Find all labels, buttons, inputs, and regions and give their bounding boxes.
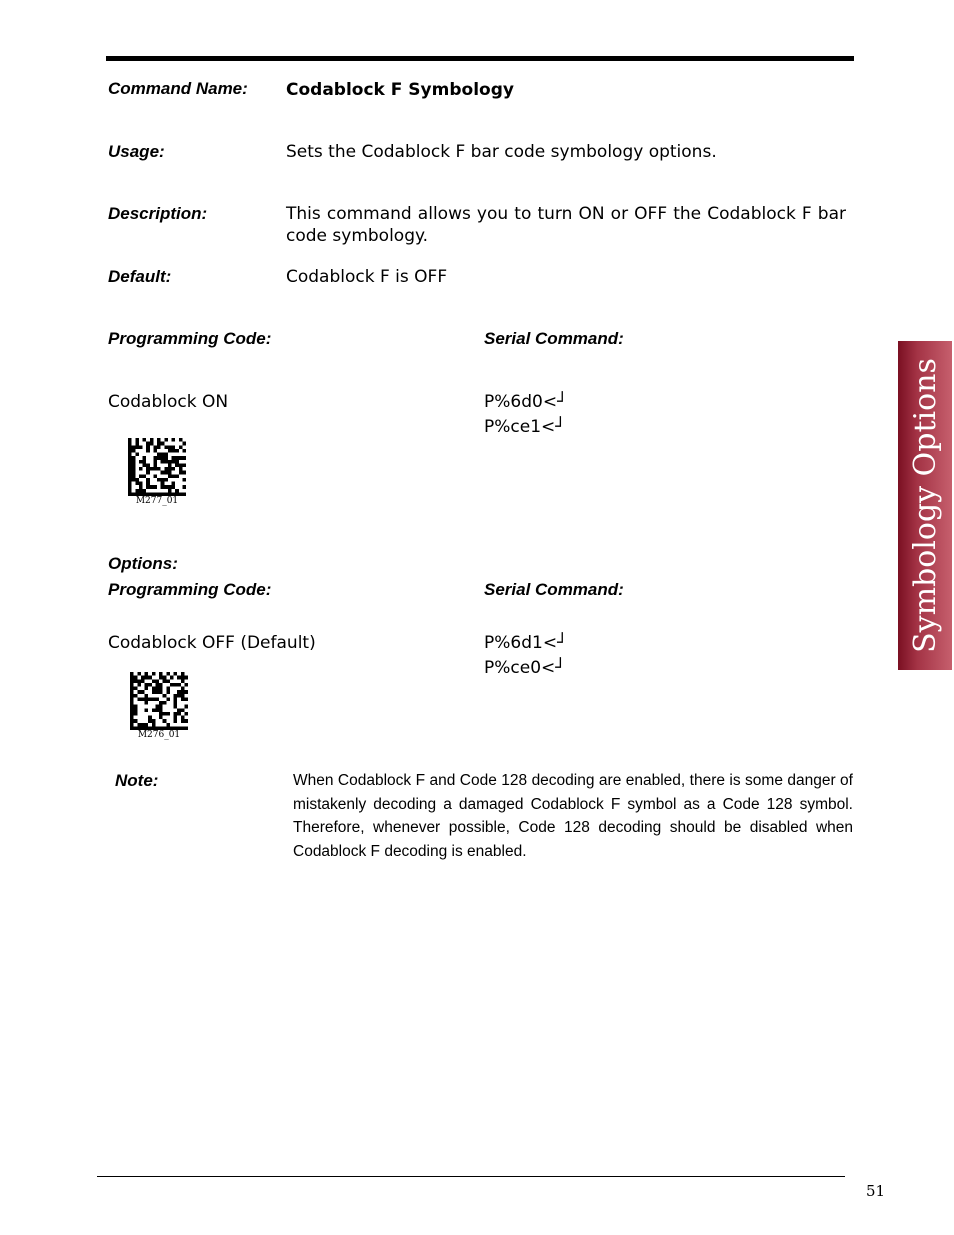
datamatrix-module bbox=[164, 478, 168, 482]
datamatrix-module bbox=[157, 453, 161, 457]
datamatrix-module bbox=[130, 687, 134, 691]
datamatrix-module bbox=[163, 676, 167, 680]
datamatrix-module bbox=[161, 442, 165, 446]
datamatrix-module bbox=[134, 676, 138, 680]
datamatrix-module bbox=[163, 712, 167, 716]
datamatrix-module bbox=[159, 672, 163, 676]
datamatrix-module bbox=[174, 701, 178, 705]
datamatrix-module bbox=[172, 438, 176, 442]
datamatrix-module bbox=[174, 712, 178, 716]
datamatrix-module bbox=[128, 489, 132, 493]
usage-label: Usage: bbox=[108, 142, 165, 161]
datamatrix-module bbox=[146, 467, 150, 471]
datamatrix-module bbox=[132, 492, 136, 496]
datamatrix-module bbox=[181, 672, 185, 676]
datamatrix-module bbox=[157, 438, 161, 442]
datamatrix-module bbox=[146, 445, 150, 449]
datamatrix-module bbox=[170, 683, 174, 687]
datamatrix-module bbox=[134, 726, 138, 730]
datamatrix-module bbox=[182, 463, 186, 467]
datamatrix-module bbox=[164, 445, 168, 449]
side-tab-text: Symbology Options bbox=[907, 358, 943, 653]
datamatrix-module bbox=[153, 467, 157, 471]
datamatrix-module bbox=[182, 449, 186, 453]
datamatrix-module bbox=[179, 492, 183, 496]
datamatrix-module bbox=[128, 445, 132, 449]
top-rule bbox=[106, 56, 854, 61]
datamatrix-module bbox=[137, 672, 141, 676]
datamatrix-module bbox=[146, 471, 150, 475]
datamatrix-module bbox=[139, 460, 143, 464]
datamatrix-module bbox=[130, 705, 134, 709]
datamatrix-module bbox=[132, 474, 136, 478]
datamatrix-module bbox=[168, 474, 172, 478]
datamatrix-module bbox=[128, 453, 132, 457]
datamatrix-module bbox=[148, 716, 152, 720]
datamatrix-module bbox=[153, 445, 157, 449]
datamatrix-module bbox=[128, 438, 132, 442]
datamatrix-module bbox=[150, 438, 154, 442]
datamatrix-module bbox=[143, 438, 147, 442]
datamatrix-module bbox=[143, 456, 147, 460]
datamatrix-module bbox=[145, 683, 149, 687]
datamatrix-module bbox=[161, 453, 165, 457]
datamatrix-module bbox=[141, 723, 145, 727]
datamatrix-module bbox=[164, 453, 168, 457]
datamatrix-module bbox=[134, 705, 138, 709]
datamatrix-module bbox=[184, 676, 188, 680]
datamatrix-module bbox=[166, 697, 170, 701]
datamatrix-module bbox=[137, 683, 141, 687]
datamatrix-module bbox=[132, 467, 136, 471]
datamatrix-module bbox=[175, 456, 179, 460]
datamatrix-module bbox=[128, 456, 132, 460]
datamatrix-module bbox=[182, 442, 186, 446]
command-name-label: Command Name: bbox=[108, 79, 248, 98]
datamatrix-module bbox=[153, 460, 157, 464]
serial-command-label: Serial Command: bbox=[484, 329, 624, 348]
datamatrix-module bbox=[148, 676, 152, 680]
datamatrix-module bbox=[130, 716, 134, 720]
datamatrix-module bbox=[153, 485, 157, 489]
datamatrix-module bbox=[181, 679, 185, 683]
datamatrix-module bbox=[145, 672, 149, 676]
datamatrix-module bbox=[130, 679, 134, 683]
datamatrix-module bbox=[159, 701, 163, 705]
datamatrix-module bbox=[157, 445, 161, 449]
datamatrix-module bbox=[184, 719, 188, 723]
datamatrix-module bbox=[146, 482, 150, 486]
datamatrix-module bbox=[164, 438, 168, 442]
serial-command-off-line-1: P%6d1<┘ bbox=[484, 633, 568, 653]
datamatrix-module bbox=[130, 694, 134, 698]
datamatrix-module bbox=[135, 453, 139, 457]
datamatrix-module bbox=[135, 445, 139, 449]
description-value: This command allows you to turn ON or OFF the Codablock F bar code symbology. bbox=[286, 204, 846, 246]
datamatrix-module bbox=[172, 449, 176, 453]
datamatrix-module bbox=[172, 460, 176, 464]
section-side-tab bbox=[898, 341, 952, 670]
datamatrix-module bbox=[152, 697, 156, 701]
datamatrix-module bbox=[143, 460, 147, 464]
datamatrix-module bbox=[155, 705, 159, 709]
datamatrix-module bbox=[130, 712, 134, 716]
datamatrix-module bbox=[153, 449, 157, 453]
datamatrix-module bbox=[155, 708, 159, 712]
datamatrix-module bbox=[157, 456, 161, 460]
datamatrix-module bbox=[132, 471, 136, 475]
datamatrix-module bbox=[164, 485, 168, 489]
datamatrix-module bbox=[130, 723, 134, 727]
datamatrix-module bbox=[132, 449, 136, 453]
datamatrix-module bbox=[134, 708, 138, 712]
datamatrix-module bbox=[145, 676, 149, 680]
datamatrix-module bbox=[179, 467, 183, 471]
datamatrix-module bbox=[128, 449, 132, 453]
datamatrix-module bbox=[161, 460, 165, 464]
datamatrix-module bbox=[164, 460, 168, 464]
datamatrix-module bbox=[130, 708, 134, 712]
options-serial-command-label: Serial Command: bbox=[484, 580, 624, 599]
datamatrix-module bbox=[163, 694, 167, 698]
datamatrix-module bbox=[153, 474, 157, 478]
datamatrix-module bbox=[182, 485, 186, 489]
datamatrix-module bbox=[157, 467, 161, 471]
datamatrix-module bbox=[181, 726, 185, 730]
datamatrix-module bbox=[137, 679, 141, 683]
serial-command-on-line-1: P%6d0<┘ bbox=[484, 392, 568, 412]
datamatrix-module bbox=[152, 723, 156, 727]
datamatrix-module bbox=[166, 712, 170, 716]
datamatrix-module bbox=[163, 679, 167, 683]
datamatrix-module bbox=[146, 485, 150, 489]
datamatrix-module bbox=[146, 449, 150, 453]
datamatrix-module bbox=[181, 687, 185, 691]
datamatrix-module bbox=[155, 687, 159, 691]
datamatrix-module bbox=[130, 672, 134, 676]
datamatrix-module bbox=[135, 442, 139, 446]
datamatrix-module bbox=[163, 701, 167, 705]
datamatrix-module bbox=[128, 471, 132, 475]
datamatrix-off-icon bbox=[130, 672, 188, 730]
datamatrix-module bbox=[179, 456, 183, 460]
datamatrix-module bbox=[170, 676, 174, 680]
datamatrix-module bbox=[130, 676, 134, 680]
datamatrix-module bbox=[128, 485, 132, 489]
datamatrix-module bbox=[130, 719, 134, 723]
datamatrix-module bbox=[161, 478, 165, 482]
datamatrix-module bbox=[161, 471, 165, 475]
datamatrix-module bbox=[145, 694, 149, 698]
datamatrix-module bbox=[179, 438, 183, 442]
datamatrix-module bbox=[141, 676, 145, 680]
datamatrix-module bbox=[132, 463, 136, 467]
serial-command-on-line-2: P%ce1<┘ bbox=[484, 417, 566, 437]
datamatrix-module bbox=[184, 705, 188, 709]
datamatrix-module bbox=[128, 474, 132, 478]
datamatrix-module bbox=[128, 467, 132, 471]
datamatrix-module bbox=[172, 485, 176, 489]
datamatrix-module bbox=[139, 485, 143, 489]
datamatrix-module bbox=[164, 471, 168, 475]
datamatrix-module bbox=[139, 489, 143, 493]
datamatrix-module bbox=[134, 694, 138, 698]
datamatrix-module bbox=[152, 719, 156, 723]
datamatrix-module bbox=[152, 679, 156, 683]
datamatrix-module bbox=[159, 708, 163, 712]
datamatrix-module bbox=[159, 716, 163, 720]
datamatrix-module bbox=[148, 719, 152, 723]
datamatrix-module bbox=[164, 467, 168, 471]
datamatrix-module bbox=[128, 492, 132, 496]
datamatrix-module bbox=[175, 449, 179, 453]
datamatrix-module bbox=[130, 726, 134, 730]
datamatrix-module bbox=[181, 690, 185, 694]
datamatrix-module bbox=[159, 690, 163, 694]
datamatrix-module bbox=[134, 687, 138, 691]
datamatrix-module bbox=[139, 467, 143, 471]
datamatrix-module bbox=[182, 471, 186, 475]
datamatrix-module bbox=[168, 467, 172, 471]
datamatrix-module bbox=[174, 719, 178, 723]
datamatrix-module bbox=[146, 442, 150, 446]
datamatrix-on-icon bbox=[128, 438, 186, 496]
datamatrix-module bbox=[148, 697, 152, 701]
datamatrix-module bbox=[130, 690, 134, 694]
datamatrix-module bbox=[181, 708, 185, 712]
datamatrix-module bbox=[168, 445, 172, 449]
description-label: Description: bbox=[108, 204, 208, 223]
datamatrix-module bbox=[166, 690, 170, 694]
datamatrix-module bbox=[168, 449, 172, 453]
datamatrix-module bbox=[172, 482, 176, 486]
datamatrix-module bbox=[128, 460, 132, 464]
datamatrix-module bbox=[139, 445, 143, 449]
datamatrix-module bbox=[166, 687, 170, 691]
barcode-codablock-off[interactable] bbox=[130, 672, 188, 740]
command-name-value: Codablock F Symbology bbox=[286, 80, 514, 100]
datamatrix-module bbox=[181, 716, 185, 720]
datamatrix-module bbox=[141, 697, 145, 701]
datamatrix-module bbox=[177, 708, 181, 712]
datamatrix-module bbox=[161, 482, 165, 486]
datamatrix-module bbox=[152, 690, 156, 694]
datamatrix-module bbox=[166, 679, 170, 683]
datamatrix-module bbox=[184, 697, 188, 701]
datamatrix-module bbox=[134, 719, 138, 723]
datamatrix-module bbox=[182, 492, 186, 496]
datamatrix-module bbox=[168, 463, 172, 467]
datamatrix-module bbox=[139, 482, 143, 486]
datamatrix-module bbox=[175, 463, 179, 467]
options-programming-code-label: Programming Code: bbox=[108, 580, 272, 599]
datamatrix-module bbox=[135, 489, 139, 493]
datamatrix-module bbox=[161, 485, 165, 489]
datamatrix-module bbox=[179, 445, 183, 449]
datamatrix-module bbox=[174, 683, 178, 687]
datamatrix-module bbox=[174, 705, 178, 709]
datamatrix-module bbox=[130, 697, 134, 701]
datamatrix-module bbox=[159, 683, 163, 687]
datamatrix-module bbox=[163, 719, 167, 723]
datamatrix-module bbox=[172, 445, 176, 449]
datamatrix-module bbox=[155, 697, 159, 701]
datamatrix-module bbox=[150, 442, 154, 446]
usage-value: Sets the Codablock F bar code symbology options. bbox=[286, 142, 717, 162]
datamatrix-module bbox=[143, 489, 147, 493]
datamatrix-module bbox=[157, 442, 161, 446]
datamatrix-module bbox=[145, 701, 149, 705]
datamatrix-module bbox=[175, 474, 179, 478]
datamatrix-module bbox=[174, 672, 178, 676]
page-number: 51 bbox=[866, 1182, 886, 1200]
datamatrix-module bbox=[130, 701, 134, 705]
datamatrix-module bbox=[134, 679, 138, 683]
datamatrix-module bbox=[177, 676, 181, 680]
datamatrix-module bbox=[153, 463, 157, 467]
datamatrix-module bbox=[179, 463, 183, 467]
datamatrix-module bbox=[152, 687, 156, 691]
datamatrix-module bbox=[177, 683, 181, 687]
datamatrix-module bbox=[137, 723, 141, 727]
barcode-caption-off: M276_01 bbox=[137, 730, 181, 740]
datamatrix-module bbox=[166, 723, 170, 727]
datamatrix-module bbox=[181, 719, 185, 723]
datamatrix-module bbox=[174, 697, 178, 701]
datamatrix-module bbox=[179, 471, 183, 475]
datamatrix-module bbox=[155, 683, 159, 687]
options-label: Options: bbox=[108, 554, 178, 573]
datamatrix-module bbox=[177, 690, 181, 694]
datamatrix-module bbox=[164, 456, 168, 460]
datamatrix-module bbox=[168, 471, 172, 475]
datamatrix-module bbox=[145, 687, 149, 691]
datamatrix-module bbox=[166, 672, 170, 676]
datamatrix-module bbox=[141, 679, 145, 683]
datamatrix-module bbox=[146, 478, 150, 482]
datamatrix-module bbox=[132, 445, 136, 449]
datamatrix-module bbox=[161, 456, 165, 460]
datamatrix-module bbox=[128, 478, 132, 482]
datamatrix-module bbox=[174, 716, 178, 720]
datamatrix-module bbox=[172, 467, 176, 471]
datamatrix-module bbox=[145, 697, 149, 701]
datamatrix-module bbox=[132, 460, 136, 464]
datamatrix-module bbox=[181, 676, 185, 680]
datamatrix-module bbox=[145, 723, 149, 727]
datamatrix-module bbox=[135, 438, 139, 442]
datamatrix-module bbox=[152, 672, 156, 676]
datamatrix-module bbox=[175, 460, 179, 464]
datamatrix-module bbox=[159, 712, 163, 716]
datamatrix-module bbox=[148, 683, 152, 687]
datamatrix-module bbox=[184, 690, 188, 694]
datamatrix-module bbox=[153, 456, 157, 460]
datamatrix-module bbox=[132, 456, 136, 460]
datamatrix-module bbox=[155, 679, 159, 683]
codablock-off-label: Codablock OFF (Default) bbox=[108, 633, 316, 653]
datamatrix-module bbox=[182, 478, 186, 482]
datamatrix-module bbox=[172, 474, 176, 478]
datamatrix-module bbox=[132, 478, 136, 482]
datamatrix-module bbox=[159, 676, 163, 680]
datamatrix-module bbox=[155, 690, 159, 694]
datamatrix-module bbox=[128, 482, 132, 486]
datamatrix-module bbox=[135, 478, 139, 482]
note-text: When Codablock F and Code 128 decoding are enabled, there is some danger of mistakenly decoding a damaged Codablock F symbol as a Code 128 symbol. Therefore, whenever possible, Code 128 decoding should be disabled when Codablock F decoding is enabled. bbox=[293, 772, 853, 860]
datamatrix-module bbox=[135, 482, 139, 486]
datamatrix-module bbox=[157, 478, 161, 482]
datamatrix-module bbox=[128, 442, 132, 446]
footer-rule bbox=[97, 1176, 845, 1177]
datamatrix-module bbox=[159, 705, 163, 709]
datamatrix-module bbox=[141, 690, 145, 694]
datamatrix-module bbox=[143, 474, 147, 478]
datamatrix-module bbox=[128, 463, 132, 467]
datamatrix-module bbox=[177, 694, 181, 698]
datamatrix-module bbox=[174, 694, 178, 698]
datamatrix-module bbox=[134, 712, 138, 716]
datamatrix-module bbox=[139, 474, 143, 478]
datamatrix-module bbox=[168, 489, 172, 493]
datamatrix-module bbox=[181, 697, 185, 701]
datamatrix-module bbox=[146, 463, 150, 467]
datamatrix-module bbox=[150, 467, 154, 471]
datamatrix-module bbox=[184, 726, 188, 730]
datamatrix-module bbox=[181, 694, 185, 698]
serial-command-off-line-2: P%ce0<┘ bbox=[484, 658, 566, 678]
datamatrix-module bbox=[175, 489, 179, 493]
datamatrix-module bbox=[152, 708, 156, 712]
default-value: Codablock F is OFF bbox=[286, 267, 448, 287]
barcode-codablock-on[interactable] bbox=[128, 438, 186, 506]
codablock-on-label: Codablock ON bbox=[108, 392, 229, 412]
barcode-caption-on: M277_01 bbox=[135, 496, 179, 506]
datamatrix-module bbox=[159, 687, 163, 691]
datamatrix-module bbox=[145, 708, 149, 712]
note-label: Note: bbox=[115, 771, 159, 790]
default-label: Default: bbox=[108, 267, 172, 286]
datamatrix-module bbox=[150, 485, 154, 489]
datamatrix-module bbox=[143, 463, 147, 467]
programming-code-label: Programming Code: bbox=[108, 329, 272, 348]
datamatrix-module bbox=[177, 712, 181, 716]
datamatrix-module bbox=[168, 460, 172, 464]
datamatrix-module bbox=[184, 683, 188, 687]
datamatrix-module bbox=[168, 485, 172, 489]
datamatrix-module bbox=[137, 697, 141, 701]
datamatrix-module bbox=[182, 456, 186, 460]
datamatrix-module bbox=[137, 690, 141, 694]
datamatrix-module bbox=[184, 712, 188, 716]
datamatrix-module bbox=[172, 456, 176, 460]
datamatrix-module bbox=[130, 683, 134, 687]
